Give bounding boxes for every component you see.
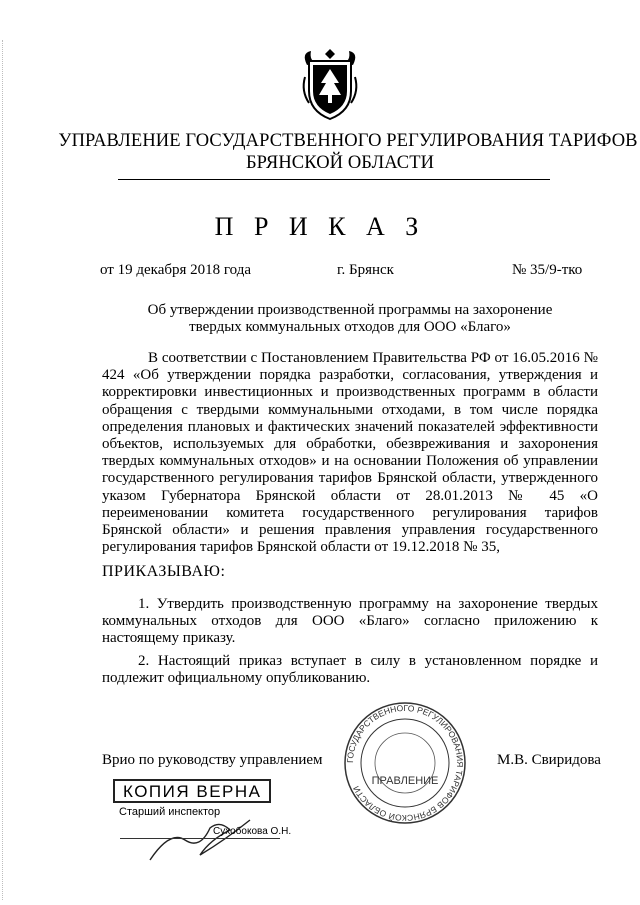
seal-ring-text: ГОСУДАРСТВЕННОГО РЕГУЛИРОВАНИЯ ТАРИФОВ БРЯНСКОЙ ОБЛАСТИ <box>344 702 466 824</box>
stamp-underline <box>120 838 280 839</box>
scan-edge <box>2 40 7 900</box>
organization-name-line1: УПРАВЛЕНИЕ ГОСУДАРСТВЕННОГО РЕГУЛИРОВАНИЯ ТАРИФОВ <box>58 131 638 151</box>
preamble <box>102 350 598 556</box>
document-date: от 19 декабря 2018 года <box>100 262 252 278</box>
inspector-name: Сухобокова О.Н. <box>213 826 292 837</box>
order-items <box>102 596 598 692</box>
document-number: № 35/9-тко <box>512 262 583 278</box>
copy-stamp <box>113 779 271 803</box>
organization-name-line2: БРЯНСКОЙ ОБЛАСТИ <box>245 153 435 173</box>
order-item: 2. Настоящий приказ вступает в силу в установленном порядке и подлежит официальному опубликованию. <box>102 652 598 686</box>
document-city: г. Брянск <box>337 262 394 278</box>
inspector-role: Старший инспектор <box>119 806 221 818</box>
document-subject <box>120 302 580 336</box>
coat-of-arms-icon <box>299 47 361 121</box>
document-title: П Р И К А З <box>214 212 426 241</box>
subject-line: твердых коммунальных отходов для ООО «Благо» <box>189 319 511 335</box>
seal-center-text: ПРАВЛЕНИЕ <box>371 775 439 787</box>
order-word: ПРИКАЗЫВАЮ: <box>102 563 226 580</box>
copy-stamp-label: КОПИЯ ВЕРНА <box>123 782 262 801</box>
signatory-position: Врио по руководству управлением <box>102 752 323 768</box>
signatory-name: М.В. Свиридова <box>497 752 601 768</box>
order-item: 1. Утвердить производственную программу на захоронение твердых коммунальных отходов для ООО «Благо» согласно приложению к настоящему приказу. <box>102 596 598 647</box>
header-divider <box>118 179 550 180</box>
subject-line: Об утверждении производственной программы на захоронение <box>147 302 553 318</box>
preamble-text: В соответствии с Постановлением Правительства РФ от 16.05.2016 № 424 «Об утверждении порядка разработки, согласования, утверждения и корректировки инвестиционных и производственных программ в области обращения с твердыми коммунальными отходами, в том числе порядка определения плановых и фактических значений показателей эффективности объектов, используемых для обработки, обезвреживания и захоронения твердых коммунальных отходов» и на основании Положения об управлении государственного регулирования тарифов Брянской области, утвержденного указом Губернатора Брянской области от 28.01.2013 № 45 «О переименовании комитета государственного регулирования тарифов Брянской области» и решения правления управления государственного регулирования тарифов Брянской области от 19.12.2018 № 35, <box>102 350 598 556</box>
official-seal-icon <box>342 700 468 826</box>
